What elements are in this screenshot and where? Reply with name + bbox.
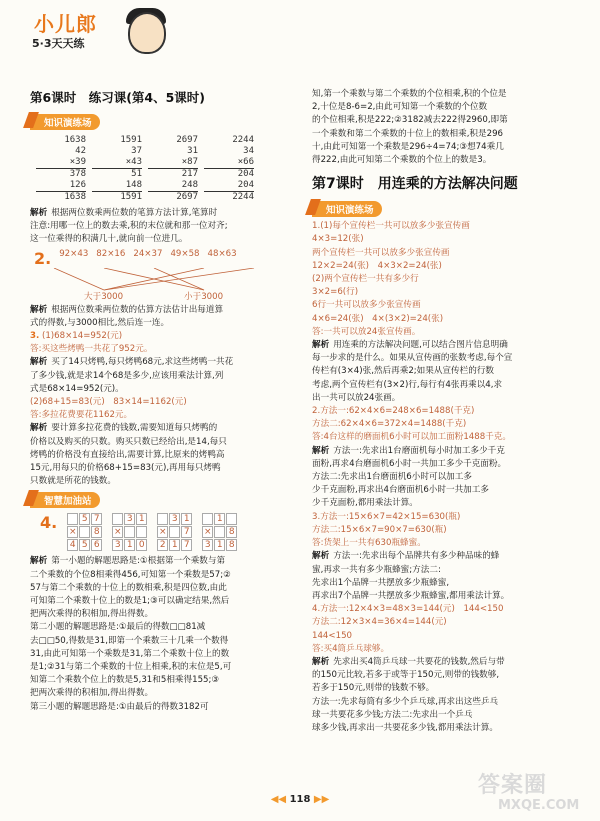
q4-grid: 5 7 × 8 4 5 6 <box>67 513 102 551</box>
q2-expr: 82×16 <box>96 248 126 259</box>
q1-calculations <box>36 135 302 203</box>
calc-b: 1591 37 ×43 51 148 1591 <box>92 135 142 203</box>
badge-wisdom-station: 智慧加油站 <box>30 492 100 508</box>
q4-analysis-continued: 知,第一个乘数与第二个乘数的个位相乘,积的个位是 2,十位是8-6=2,由此可知第一个乘数的个位数 的个位相乘,积是222;②3182减去222得2960,即第 一个乘数和第二个乘数的十位上的数相乘,积是296 十,由此可知第一个乘数是296÷4=74;③想74乘几 得222,由此可知第二个乘数的个位上的数是3。 <box>312 89 508 166</box>
calc-a: 1638 42 ×39 378 126 1638 <box>36 135 86 203</box>
right-column <box>312 88 574 735</box>
lesson-6-title: 第6课时 练习课(第4、5课时) <box>30 90 206 105</box>
badge-knowledge-practice-2: 知识演练场 <box>312 201 382 217</box>
label-greater-3000: 大于3000 <box>84 291 124 302</box>
page-number: 118 <box>289 794 311 805</box>
q2-lines-svg <box>34 268 304 304</box>
q4-digit-grids: 4. 5 7 × 8 4 5 6 3 1 × 3 1 0 3 1 × 7 2 1 7 1 × 8 3 1 8 <box>40 513 302 551</box>
r-q3-answer: 3.方法一:15×6×7=42×15=630(瓶) 方法二:15×6×7=90×7=630(瓶) 答:货架上一共有630瓶蜂蜜。 <box>312 511 461 549</box>
q2-expr: 49×58 <box>170 248 200 259</box>
q2-expr: 92×43 <box>59 248 89 259</box>
brand-series: 5·3天天练 <box>32 37 85 50</box>
r-q2-analysis: 解析 方法一:先求出1台磨面机每小时加工多少千克 面粉,再求4台磨面机6小时一共加工多少千克面粉。 方法二:先求出1台磨面机6小时可以加工多 少千克面粉,再求出4台磨面机6小时一共加工多 少千克面粉,都用乘法计算。 <box>312 445 507 509</box>
q1-analysis: 解析 根据两位数乘两位数的笔算方法计算,笔算时 注意:用哪一位上的数去乘,积的末位就和那一位对齐; 这一位乘得的积满几十,就向前一位进几。 <box>30 208 228 245</box>
q4-analysis: 解析 第一小题的解题思路是:①根据第一个乘数与第 二个乘数的个位8相乘得456,可知第一个乘数是57;② 57与第二个乘数的十位上的数相乘,积是四位数,由此 可知第二个乘数十位上的数是1;③可以确定结果,然后 把两次乘得的积相加,得出得数。 第二小题的解题思路是:①最后的得数□□81减 去□□50,得数是31,即第一个乘数三十几乘一个数得 31,由此可知第一个乘数是31,第二个乘数十位上的数 是1;②31与第二个乘数的十位上相乘,积的末位是5,可 知第二个乘数个位上的数是5,31和5相乘得155;③ 把两次乘得的积相加,得出得数。 第三小题的解题思路是:①由最后的得数3182可 <box>30 556 232 712</box>
r-q2-answer: 2.方法一:62×4×6=248×6=1488(千克) 方法二:62×4×6=372×4=1488(千克) 答:4台这样的磨面机6小时可以加工面粉1488千克。 <box>312 406 511 443</box>
next-arrows-icon: ▶▶ <box>313 794 330 805</box>
r-q3-analysis: 解析 方法一:先求出每个品牌共有多少种品味的蜂 蜜,再求一共有多少瓶蜂蜜;方法二: 先求出1个品牌一共摆放多少瓶蜂蜜, 再求出7个品牌一共摆放多少瓶蜂蜜,都用乘法计算。 <box>312 551 510 601</box>
r-q1-answer: 1.(1)每个宣传栏一共可以放多少张宣传画 4×3=12(张) 两个宣传栏一共可以放多少张宣传画 12×2=24(张) 4×3×2=24(张) (2)两个宣传栏一共有多少行 3×2=6(行) 6行一共可以放多少张宣传画 4×6=24(张) 4×(3×2)=24(张) 答:一共可以放24张宣传画。 <box>312 221 470 337</box>
r-q1-analysis: 解析 用连乘的方法解决问题,可以结合图片信息明确 每一步求的是什么。如果从宣传画的张数考虑,每个宣 传栏有(3×4)张,然后再乘2;如果从宣传栏的行数 考虑,两个宣传栏有(3×2)行,每行有4张再乘以4,求 出一共可以放24张画。 <box>312 340 513 403</box>
q3-answer-1: 3. (1)68×14=952(元) 答:买这些烤鸭一共花了952元。 <box>30 331 153 355</box>
calc-c: 2697 31 ×87 217 248 2697 <box>148 135 198 203</box>
r-q4-answer: 4.方法一:12×4×3=48×3=144(元) 144<150 方法二:12×3×4=36×4=144(元) 144<150 答:买4筒乒乓球够。 <box>312 604 504 654</box>
q3-analysis-1: 解析 买了14只烤鸭,每只烤鸭68元,求这些烤鸭一共花 了多少钱,就是求14个68是多少,应该用乘法计算,列 式是68×14=952(元)。 <box>30 357 234 394</box>
q2-expressions: 2. 92×43 82×16 24×37 49×58 48×63 <box>34 248 237 268</box>
q4-grid: 3 1 × 7 2 1 7 <box>157 513 192 551</box>
q2-expr: 48×63 <box>207 248 237 259</box>
lesson-7-title: 第7课时 用连乘的方法解决问题 <box>312 176 518 193</box>
watermark-url: MXQE.COM <box>498 798 580 813</box>
calc-d: 2244 34 ×66 204 204 2244 <box>204 135 254 203</box>
r-q4-analysis: 解析 先求出买4筒乒乓球一共要花的钱数,然后与带 的150元比较,若多于或等于150元,则带的钱数够, 若多于150元,则带的钱数不够。 方法一:先求每筒有多少个乒乓球,再求出这些乒乓 球一共要花多少钱;方法二:先求出一个乒乓 球多少钱,再求出一共要花多少钱,都用乘法计算。 <box>312 656 505 733</box>
q2-analysis: 解析 根据两位数乘两位数的估算方法估计出每道算 式的得数,与3000相比,然后连一连。 <box>30 304 224 328</box>
q3-analysis-2: 解析 要计算多拉花费的钱数,需要知道每只烤鸭的 价格以及购买的只数。购买只数已经给出,是14,每只 烤鸭的价格没有直接给出,需要计算,比原来的烤鸭高 15元,用每只的价格68+15=83(元),再用每只烤鸭 只数就是所花的钱数。 <box>30 423 227 487</box>
q2-expr: 24×37 <box>133 248 163 259</box>
q3-answer-2: (2)68+15=83(元) 83×14=1162(元) 答:多拉花费要花1162元。 <box>30 397 187 421</box>
q4-grid: 1 × 8 3 1 8 <box>202 513 237 551</box>
left-column <box>30 88 302 714</box>
mascot-face-icon <box>128 12 166 54</box>
badge-knowledge-practice: 知识演练场 <box>30 114 100 130</box>
label-less-3000: 小于3000 <box>184 291 224 302</box>
q2-link-lines <box>34 268 302 304</box>
watermark-logo: 答案圈 <box>478 773 548 798</box>
prev-arrows-icon: ◀◀ <box>270 794 287 805</box>
q4-grid: 3 1 × 3 1 0 <box>112 513 147 551</box>
brand-logo <box>28 8 163 56</box>
brand-name: 小儿郎 <box>34 12 97 36</box>
